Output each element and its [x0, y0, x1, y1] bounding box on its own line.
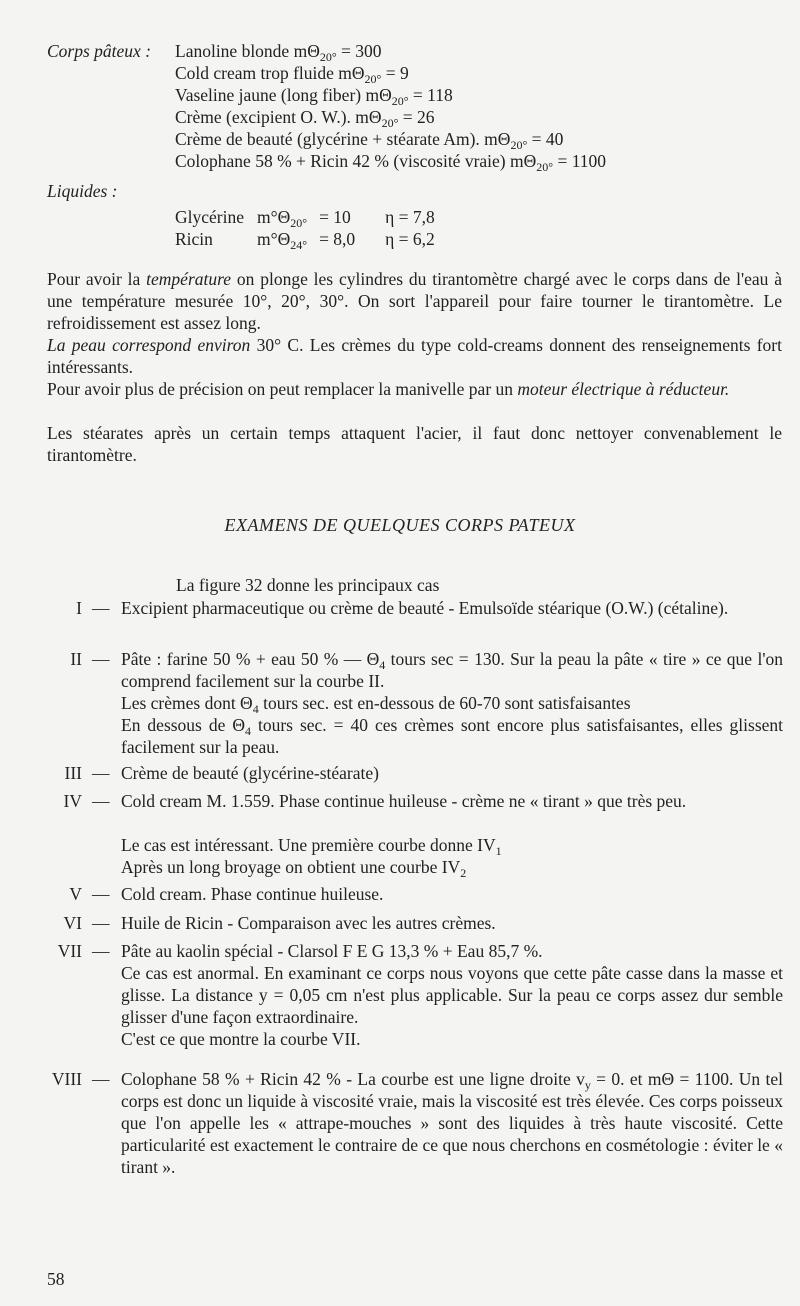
item-dash: — — [92, 884, 110, 904]
item-number-vii: VII — [57, 941, 82, 961]
item-number-iv: IV — [63, 791, 82, 811]
item-dash: — — [92, 913, 110, 933]
item-dash: — — [92, 763, 110, 783]
item-text-viii: Colophane 58 % + Ricin 42 % - La courbe est une ligne droite $v_y = 0$. et mΘ = 1100. Un tel corps est donc un liquide à viscosité vraie, mais la viscosité est très élevée. Ces corps poisseux que l'on appelle les « attrape-mouches » sont des liquides à très haute viscosité. Cette particularité est exactement le contraire de ce que nous cherchons en cosmétologie : éviter le « tirant ». — [121, 1069, 783, 1177]
pasty-line-2: Cold cream trop fluide $m\Theta_{20^\circ} = 9$ — [175, 63, 409, 86]
pasty-line-3: Vaseline jaune (long fiber) $m\Theta_{20^\circ} = 118$ — [175, 85, 453, 108]
item-text-vii-c: C'est ce que montre la courbe VII. — [121, 1029, 361, 1049]
item-text-i: Excipient pharmaceutique ou crème de beauté - Emulsoïde stéarique (O.W.) (cétaline). — [121, 598, 729, 618]
page-number: 58 — [47, 1269, 65, 1289]
item-text-vii-b: Ce cas est anormal. En examinant ce corps nous voyons que cette pâte casse dans la masse et glisse. La distance y = 0,05 cm n'est plus applicable. Sur la peau ce corps assez dur semble glisser d'une façon extraordinaire. — [121, 963, 783, 1027]
liquids-label: Liquides : — [47, 181, 118, 201]
item-text-v: Cold cream. Phase continue huileuse. — [121, 884, 384, 904]
intro-line: La figure 32 donne les principaux cas — [176, 575, 440, 595]
pasty-line-1: Lanoline blonde $m\Theta_{20^\circ} = 300$ — [175, 41, 382, 64]
item-text-iii: Crème de beauté (glycérine-stéarate) — [121, 763, 379, 783]
item-text-vi: Huile de Ricin - Comparaison avec les autres crèmes. — [121, 913, 496, 933]
item-text-vii-a: Pâte au kaolin spécial - Clarsol F E G 13,3 % + Eau 85,7 %. — [121, 941, 543, 961]
item-text-iv-b: Le cas est intéressant. Une première courbe donne $IV_1$ — [121, 835, 502, 858]
liquid-row-ricin: Ricin $m^\circ\Theta_{24^\circ} = 8,0$ η = 6,2 — [175, 229, 435, 252]
item-dash: — — [92, 941, 110, 961]
paragraph-motor: Pour avoir plus de précision on peut remplacer la manivelle par un moteur électrique à réducteur. — [47, 379, 730, 399]
section-title: EXAMENS DE QUELQUES CORPS PATEUX — [224, 515, 576, 535]
item-number-vi: VI — [63, 913, 82, 933]
item-dash: — — [92, 598, 110, 618]
item-dash: — — [92, 791, 110, 811]
paragraph-temperature: Pour avoir la température on plonge les cylindres du tirantomètre chargé avec le corps dans de l'eau à une température mesurée 10°, 20°, 30°. On sort l'appareil pour faire tourner le tirantomètre. Le refroidissement est assez long. — [47, 269, 783, 333]
item-dash: — — [92, 1069, 110, 1089]
pasty-line-4: Crème (excipient O. W.). $m\Theta_{20^\circ} = 26$ — [175, 107, 435, 130]
item-number-ii: II — [70, 649, 82, 669]
pasty-line-6: Colophane 58 % + Ricin 42 % (viscosité vraie) $m\Theta_{20^\circ} = 1100$ — [175, 151, 607, 174]
item-number-viii: VIII — [51, 1069, 82, 1089]
item-number-v: V — [69, 884, 82, 904]
item-text-iv-a: Cold cream M. 1.559. Phase continue huileuse - crème ne « tirant » que très peu. — [121, 791, 687, 811]
item-number-i: I — [76, 598, 82, 618]
paragraph-stearates: Les stéarates après un certain temps attaquent l'acier, il faut donc nettoyer convenablement le tirantomètre. — [47, 423, 782, 465]
item-text-ii-c: En dessous de $\Theta_4$ tours sec. = 40 ces crèmes sont encore plus satisfaisantes, elles glissent facilement sur la peau. — [121, 715, 784, 757]
paragraph-skin: La peau correspond environ 30° C. Les crèmes du type cold-creams donnent des renseignements fort intéressants. — [47, 335, 782, 377]
pasty-line-5: Crème de beauté (glycérine + stéarate Am). $m\Theta_{20^\circ} = 40$ — [175, 129, 564, 152]
item-dash: — — [92, 649, 110, 669]
item-text-ii-a: Pâte : farine 50 % + eau 50 % — $\Theta_4$ tours sec = 130. Sur la peau la pâte « tire » ce que l'on comprend facilement sur la courbe II. — [121, 649, 783, 691]
item-number-iii: III — [64, 763, 82, 783]
liquid-row-glycerine: Glycérine $m^\circ\Theta_{20^\circ} = 10$ η = 7,8 — [175, 207, 435, 230]
item-text-ii-b: Les crèmes dont $\Theta_4$ tours sec. est en-dessous de 60-70 sont satisfaisantes — [121, 693, 631, 716]
pasty-bodies-label: Corps pâteux : — [47, 41, 152, 61]
item-text-iv-c: Après un long broyage on obtient une courbe $IV_2$ — [121, 857, 467, 880]
